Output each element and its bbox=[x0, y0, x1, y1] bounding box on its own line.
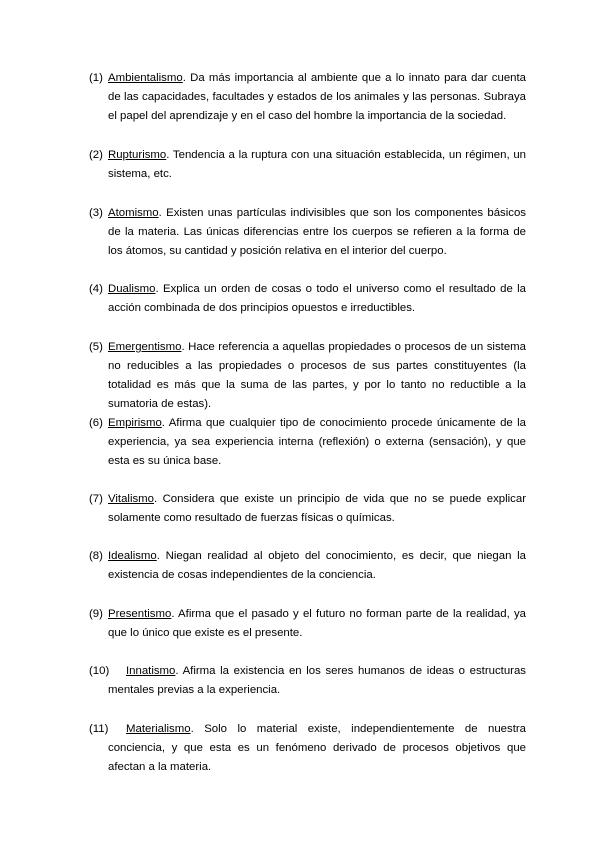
item-text: . Niegan realidad al objeto del conocimiento, es decir, que niegan la existencia de cosas independientes de la conciencia. bbox=[108, 550, 526, 581]
item-body bbox=[108, 662, 526, 700]
item-term: Rupturismo bbox=[108, 149, 167, 161]
item-number: (11) bbox=[89, 723, 109, 735]
item-body bbox=[108, 204, 526, 261]
item-term: Emergentismo bbox=[108, 341, 182, 353]
item-text: . Afirma que cualquier tipo de conocimiento procede únicamente de la experiencia, ya sea experiencia interna (reflexión) o externa (sensación), y que esta es su única base. bbox=[108, 417, 526, 467]
item-number: (6) bbox=[89, 417, 103, 429]
item-body bbox=[108, 338, 526, 414]
item-number: (1) bbox=[89, 72, 103, 84]
item-number: (9) bbox=[89, 608, 103, 620]
item-body bbox=[108, 280, 526, 318]
item-text: . Considera que existe un principio de vida que no se puede explicar solamente como resultado de fuerzas físicas o químicas. bbox=[108, 493, 526, 524]
item-text: . Explica un orden de cosas o todo el universo como el resultado de la acción combinada de dos principios opuestos e irreductibles. bbox=[108, 283, 526, 314]
item-number: (8) bbox=[89, 550, 103, 562]
item-text: . Afirma la existencia en los seres humanos de ideas o estructuras mentales previas a la experiencia. bbox=[108, 665, 526, 696]
item-number: (3) bbox=[89, 207, 103, 219]
item-term: Dualismo bbox=[108, 283, 156, 295]
item-term: Empirismo bbox=[108, 417, 162, 429]
item-text: . Da más importancia al ambiente que a lo innato para dar cuenta de las capacidades, facultades y estados de los animales y las personas. Subraya el papel del aprendizaje y en el caso del hombre la importancia de la sociedad. bbox=[108, 72, 526, 122]
item-number: (10) bbox=[89, 665, 110, 677]
item-term: Idealismo bbox=[108, 550, 157, 562]
item-term: Vitalismo bbox=[108, 493, 155, 505]
item-term: Ambientalismo bbox=[108, 72, 183, 84]
item-number: (5) bbox=[89, 341, 103, 353]
item-text: . Hace referencia a aquellas propiedades o procesos de un sistema no reducibles a las propiedades o procesos de sus partes constituyentes (la totalidad es más que la suma de las partes, y por lo tanto no reductible a la sumatoria de estas). bbox=[108, 341, 526, 410]
item-number: (2) bbox=[89, 149, 103, 161]
item-body bbox=[108, 720, 526, 777]
item-body bbox=[108, 547, 526, 585]
item-body bbox=[108, 605, 526, 643]
item-body bbox=[108, 146, 526, 184]
item-text: . Solo lo material existe, independientemente de nuestra conciencia, y que esta es un fenómeno derivado de procesos objetivos que afectan a la materia. bbox=[108, 723, 526, 773]
item-number: (4) bbox=[89, 283, 103, 295]
item-body bbox=[108, 490, 526, 528]
item-number: (7) bbox=[89, 493, 103, 505]
item-body bbox=[108, 414, 526, 471]
item-term: Atomismo bbox=[108, 207, 159, 219]
item-body bbox=[108, 69, 526, 126]
item-text: . Existen unas partículas indivisibles que son los componentes básicos de la materia. Las únicas diferencias entre los cuerpos se refieren a la forma de los átomos, su cantidad y posición relativa en el interior del cuerpo. bbox=[108, 207, 526, 257]
item-term: Presentismo bbox=[108, 608, 172, 620]
item-term: Innatismo bbox=[126, 665, 176, 677]
item-term: Materialismo bbox=[126, 723, 191, 735]
item-text: . Tendencia a la ruptura con una situación establecida, un régimen, un sistema, etc. bbox=[108, 149, 526, 180]
item-text: . Afirma que el pasado y el futuro no forman parte de la realidad, ya que lo único que existe es el presente. bbox=[108, 608, 526, 639]
